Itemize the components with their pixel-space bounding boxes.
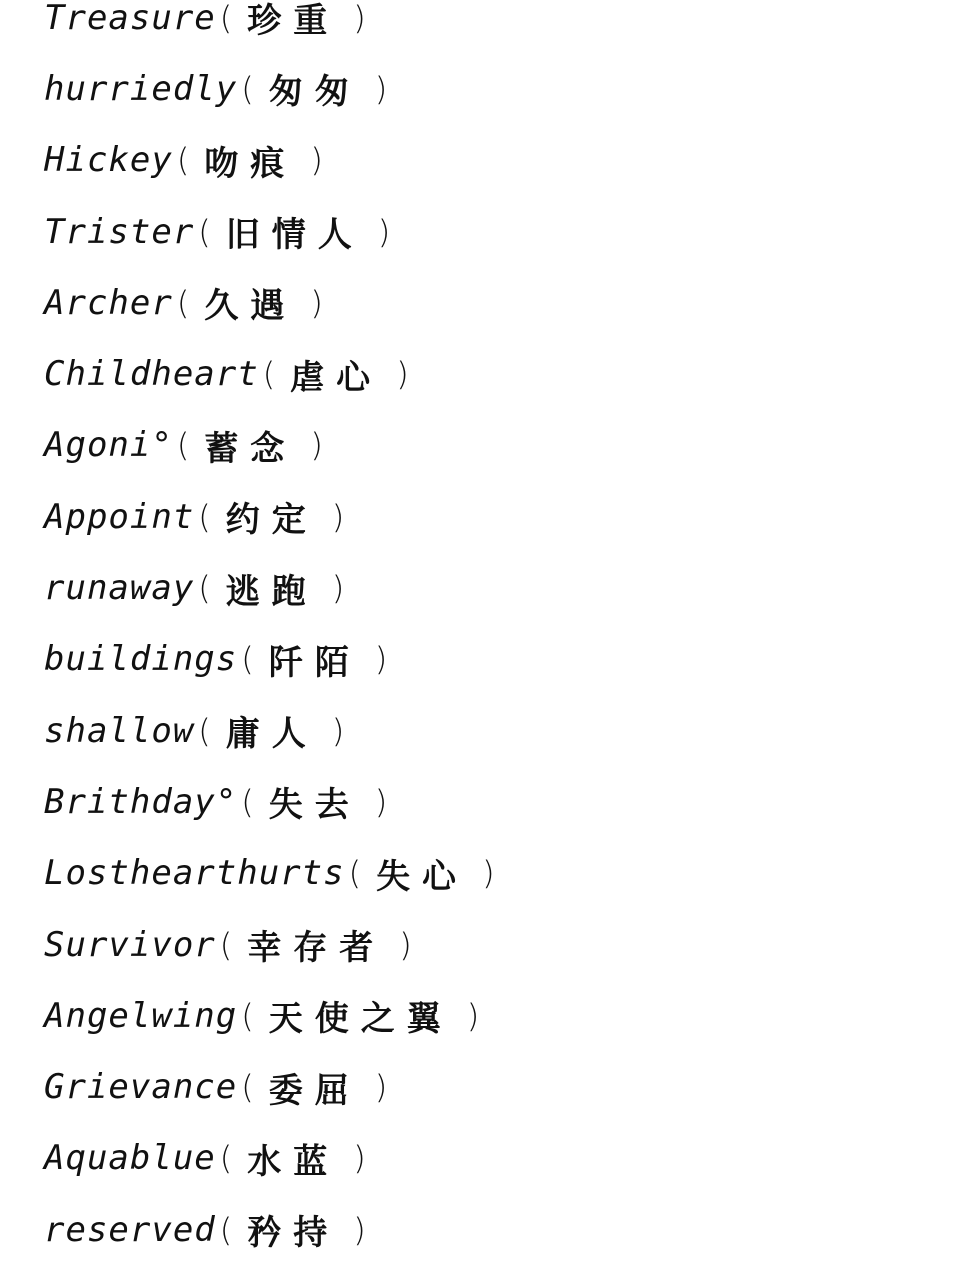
list-item <box>44 980 496 1051</box>
word-list <box>44 0 496 1265</box>
open-paren: ( <box>241 996 255 1035</box>
chinese-meaning: 久遇 <box>204 286 297 327</box>
list-item <box>44 267 496 338</box>
open-paren: ( <box>262 355 277 394</box>
close-paren: ) <box>377 212 392 251</box>
chinese-meaning: 约定 <box>225 500 318 541</box>
list-item <box>44 695 496 766</box>
chinese-meaning: 幸存者 <box>247 928 386 968</box>
close-paren: ) <box>353 1210 367 1249</box>
chinese-meaning: 水蓝 <box>247 1141 340 1182</box>
chinese-meaning: 匆匆 <box>268 72 361 113</box>
list-item <box>44 1051 496 1122</box>
english-word: reserved <box>44 1209 216 1250</box>
close-paren: ) <box>399 925 413 964</box>
close-paren: ) <box>353 0 367 37</box>
open-paren: ( <box>241 640 255 679</box>
close-paren: ) <box>331 711 346 750</box>
english-word: Treasure <box>44 0 216 38</box>
chinese-meaning: 珍重 <box>247 1 340 42</box>
english-word: Losthearthurts <box>44 853 345 894</box>
list-item <box>44 838 496 909</box>
close-paren: ) <box>310 141 324 180</box>
list-item <box>44 410 496 481</box>
english-word: Agoni° <box>44 425 173 466</box>
close-paren: ) <box>466 996 481 1035</box>
close-paren: ) <box>396 355 410 394</box>
chinese-meaning: 蓄念 <box>204 428 297 469</box>
open-paren: ( <box>176 426 191 465</box>
open-paren: ( <box>219 925 234 964</box>
english-word: Survivor <box>44 924 216 965</box>
list-item <box>44 624 496 695</box>
english-word: Trister <box>44 211 195 252</box>
close-paren: ) <box>331 569 346 608</box>
list-item <box>44 552 496 623</box>
list-item <box>44 1123 496 1194</box>
list-item <box>44 909 496 980</box>
list-item <box>44 125 496 196</box>
list-item <box>44 1194 496 1265</box>
chinese-meaning: 委屈 <box>268 1070 361 1111</box>
english-word: buildings <box>44 639 238 680</box>
chinese-meaning: 吻痕 <box>204 143 297 184</box>
chinese-meaning: 失去 <box>268 785 361 826</box>
close-paren: ) <box>482 854 496 893</box>
open-paren: ( <box>198 497 212 536</box>
close-paren: ) <box>331 497 346 536</box>
english-word: Childheart <box>44 354 259 395</box>
open-paren: ( <box>219 0 234 37</box>
english-word: shallow <box>44 710 195 751</box>
chinese-meaning: 逃跑 <box>225 571 318 612</box>
open-paren: ( <box>241 782 255 821</box>
english-word: Appoint <box>44 496 195 537</box>
open-paren: ( <box>176 283 191 322</box>
open-paren: ( <box>219 1139 234 1178</box>
list-item <box>44 481 496 552</box>
list-item <box>44 0 496 53</box>
close-paren: ) <box>310 426 324 465</box>
english-word: hurriedly <box>44 68 238 109</box>
close-paren: ) <box>374 69 389 108</box>
chinese-meaning: 庸人 <box>225 714 318 755</box>
open-paren: ( <box>241 69 255 108</box>
english-word: Brithday° <box>44 781 238 822</box>
chinese-meaning: 旧情人 <box>225 215 364 256</box>
list-item <box>44 53 496 124</box>
english-word: Archer <box>44 282 173 323</box>
open-paren: ( <box>198 212 212 251</box>
close-paren: ) <box>374 782 389 821</box>
english-word: Aquablue <box>44 1138 216 1179</box>
chinese-meaning: 虐心 <box>290 357 383 398</box>
open-paren: ( <box>241 1068 255 1107</box>
list-item <box>44 196 496 267</box>
close-paren: ) <box>374 640 389 679</box>
chinese-meaning: 矜持 <box>247 1213 340 1254</box>
open-paren: ( <box>176 141 191 180</box>
english-word: Grievance <box>44 1067 238 1108</box>
english-word: Angelwing <box>44 995 238 1036</box>
close-paren: ) <box>310 283 324 322</box>
chinese-meaning: 天使之翼 <box>268 999 453 1040</box>
open-paren: ( <box>198 711 212 750</box>
open-paren: ( <box>348 854 363 893</box>
open-paren: ( <box>198 569 212 608</box>
close-paren: ) <box>353 1139 367 1178</box>
list-item <box>44 338 496 409</box>
list-item <box>44 766 496 837</box>
open-paren: ( <box>219 1210 234 1249</box>
english-word: runaway <box>44 568 195 609</box>
close-paren: ) <box>374 1068 389 1107</box>
english-word: Hickey <box>44 140 173 181</box>
chinese-meaning: 阡陌 <box>268 642 361 683</box>
chinese-meaning: 失心 <box>376 856 469 897</box>
